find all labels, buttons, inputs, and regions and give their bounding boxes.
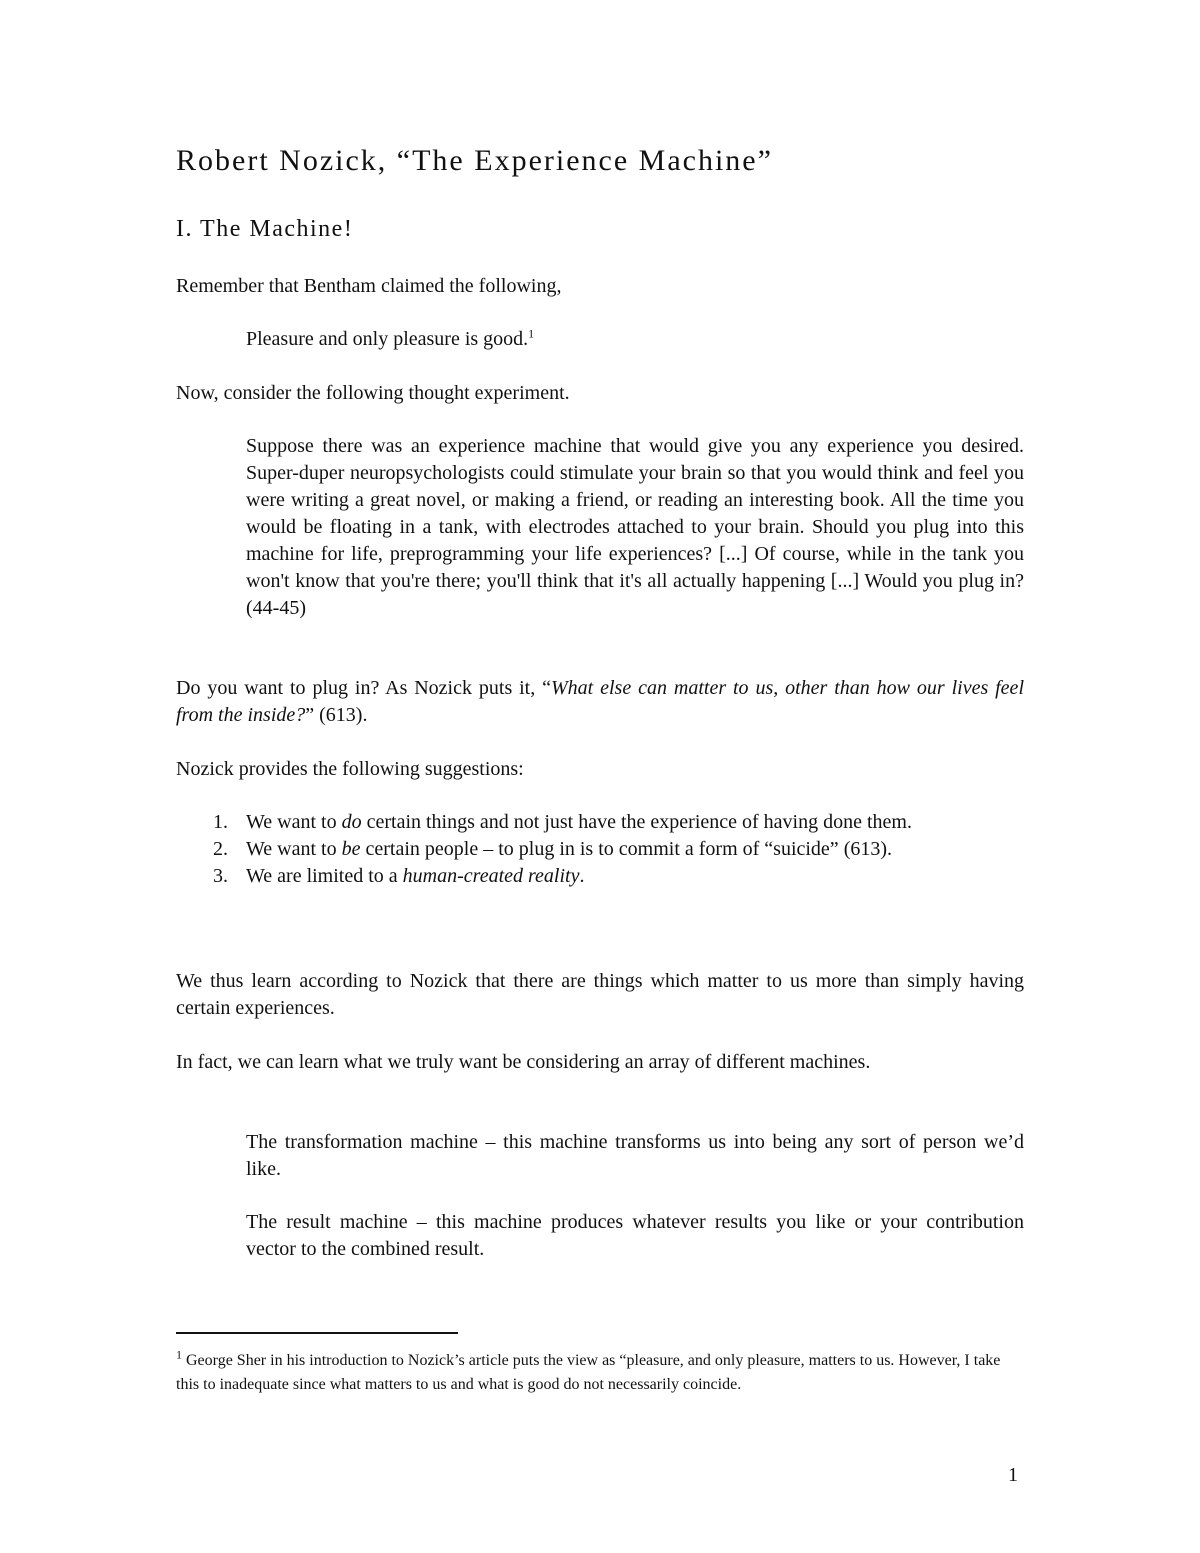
suggestions-list <box>176 809 1024 890</box>
bentham-quote-text: Pleasure and only pleasure is good. <box>246 328 529 350</box>
page-title: Robert Nozick, “The Experience Machine” <box>176 144 773 177</box>
suggestion-text-after: certain people – to plug in is to commit a form of “suicide” (613). <box>360 838 893 860</box>
suggestion-italic: do <box>341 811 362 833</box>
machines-intro-paragraph: In fact, we can learn what we truly want be considering an array of different machines. <box>176 1051 871 1073</box>
suggestion-text-before: We want to <box>246 811 342 833</box>
suggestion-number: 1. <box>213 811 228 833</box>
footnote-text: George Sher in his introduction to Nozick’s article puts the view as “pleasure, and only pleasure, matters to us. However, I take this to inadequate since what matters to us and what is good do not necessarily coincide. <box>176 1352 1001 1393</box>
conclusion-paragraph: We thus learn according to Nozick that there are things which matter to us more than simply having certain experiences. <box>176 970 1024 1019</box>
suggestion-text-after: . <box>579 865 585 887</box>
suggestion-italic: human-created reality <box>402 865 580 887</box>
suggestion-item <box>176 836 1024 863</box>
bentham-quote <box>246 326 1024 353</box>
footnote-divider <box>176 1332 458 1334</box>
question-text-after: ” (613). <box>305 704 368 726</box>
footnote-reference[interactable]: 1 <box>528 326 535 341</box>
transition-paragraph: Now, consider the following thought experiment. <box>176 382 570 404</box>
question-text-before: Do you want to plug in? As Nozick puts it, “ <box>176 677 552 699</box>
suggestion-italic: be <box>341 838 361 860</box>
result-machine-paragraph: The result machine – this machine produces whatever results you like or your contribution vector to the combined result. <box>246 1211 1024 1260</box>
intro-paragraph: Remember that Bentham claimed the following, <box>176 275 562 297</box>
suggestion-item <box>176 809 1024 836</box>
transformation-machine-paragraph: The transformation machine – this machine transforms us into being any sort of person we’d like. <box>246 1131 1024 1180</box>
suggestion-number: 3. <box>213 865 228 887</box>
suggestion-item <box>176 863 1024 890</box>
suggestions-intro: Nozick provides the following suggestions: <box>176 758 524 780</box>
question-paragraph <box>176 675 1024 729</box>
section-heading: I. The Machine! <box>176 216 354 242</box>
page-number: 1 <box>1008 1464 1018 1486</box>
nozick-quote: Suppose there was an experience machine that would give you any experience you desired. Super-duper neuropsychologists could stimulate your brain so that you would think and feel you were writing a great novel, or making a friend, or reading an interesting book. All the time you would be floating in a tank, with electrodes attached to your brain. Should you plug into this machine for life, preprogramming your life experiences? [...] Of course, while in the tank you won't know that you're there; you'll think that it's all actually happening [...] Would you plug in? (44-45) <box>246 435 1024 619</box>
footnote-marker: 1 <box>176 1347 182 1362</box>
footnote <box>176 1349 1024 1397</box>
question-italic-quote: What else can matter to us, other than how our lives feel from the inside? <box>176 677 1024 726</box>
suggestion-text-after: certain things and not just have the experience of having done them. <box>361 811 912 833</box>
suggestion-text-before: We want to <box>246 838 342 860</box>
suggestion-text-before: We are limited to a <box>246 865 403 887</box>
suggestion-number: 2. <box>213 838 228 860</box>
